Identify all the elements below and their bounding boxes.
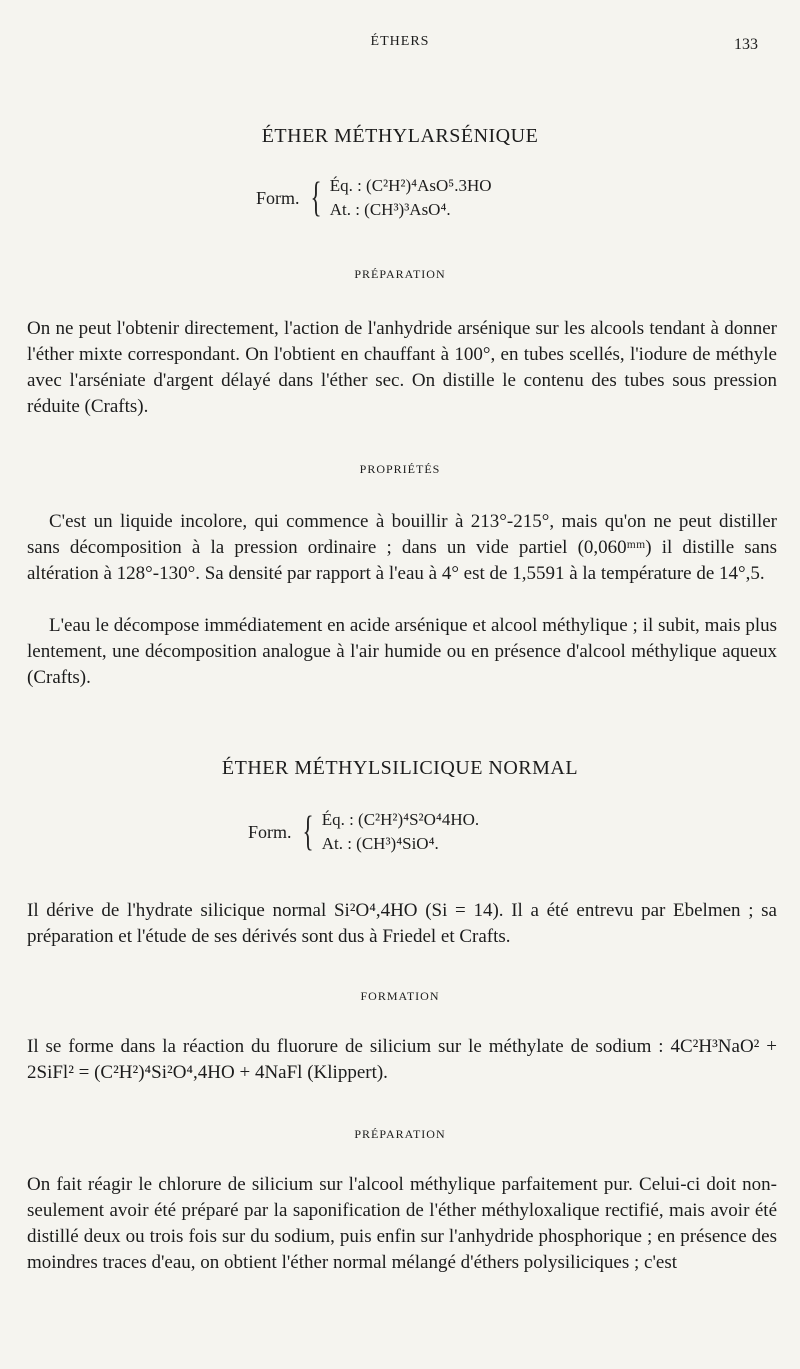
paragraph: L'eau le décompose immédiatement en acide arsénique et alcool méthylique ; il subit, mais plus lentement, une décomposition analogue à l'air humide ou en présence d'alcool méthylique aqueux (Crafts). <box>27 615 777 688</box>
running-header: ÉTHERS <box>370 34 430 49</box>
section-heading-formation: FORMATION <box>360 989 440 1003</box>
formula-block-methylsilicique <box>248 808 479 856</box>
paragraph: Il se forme dans la réaction du fluorure de silicium sur le méthylate de sodium : 4C²H³NaO² + 2SiFl² = (C²H²)⁴Si²O⁴,4HO + 4NaFl (Klippert). <box>27 1036 777 1083</box>
formula-at: At. : (CH³)⁴SiO⁴. <box>321 834 439 853</box>
paragraph: C'est un liquide incolore, qui commence à bouillir à 213°-215°, mais qu'on ne peut distiller sans décomposition à la pression ordinaire ; dans un vide partiel (0,060ᵐᵐ) il distille sans altération à 128°-130°. Sa densité par rapport à l'eau à 4° est de 1,5591 à la température de 14°,5. <box>27 511 777 584</box>
article-title-methylarsenique: ÉTHER MÉTHYLARSÉNIQUE <box>261 125 539 147</box>
section-heading-proprietes: PROPRIÉTÉS <box>359 462 441 476</box>
paragraph: On fait réagir le chlorure de silicium sur l'alcool méthylique parfaitement pur. Celui-ci doit non-seulement avoir été préparé par la saponification de l'éther méthyloxalique rectifié, mais avoir été distillé deux ou trois fois sur du sodium, puis enfin sur l'anhydride phosphorique ; en présence des moindres traces d'eau, on obtient l'éther normal mélangé d'éthers polysiliciques ; c'est <box>27 1174 777 1273</box>
paragraph-intro: Il dérive de l'hydrate silicique normal Si²O⁴,4HO (Si = 14). Il a été entrevu par Ebelmen ; sa préparation et l'étude de ses dérivés sont dus à Friedel et Crafts. <box>27 900 777 947</box>
formula-block-methylarsenique <box>256 174 492 222</box>
formula-eq: Éq. : (C²H²)⁴S²O⁴4HO. <box>321 810 480 829</box>
formula-label: Form. <box>248 821 292 842</box>
formula-eq: Éq. : (C²H²)⁴AsO⁵.3HO <box>329 176 492 195</box>
paragraph: On ne peut l'obtenir directement, l'action de l'anhydride arsénique sur les alcools tendant à donner l'éther mixte correspondant. On l'obtient en chauffant à 100°, en tubes scellés, l'iodure de méthyle avec l'arséniate d'argent délayé dans l'éther sec. On distille le contenu des tubes sous pression réduite (Crafts). <box>27 318 777 417</box>
brace-icon: { <box>310 175 322 221</box>
page-number: 133 <box>734 36 758 53</box>
article-title-methylsilicique: ÉTHER MÉTHYLSILICIQUE NORMAL <box>221 757 579 779</box>
brace-icon: { <box>302 809 314 855</box>
formula-label: Form. <box>256 187 300 208</box>
formula-at: At. : (CH³)³AsO⁴. <box>329 200 451 219</box>
section-heading-preparation: PRÉPARATION <box>354 267 446 281</box>
section-heading-preparation-2: PRÉPARATION <box>354 1127 446 1141</box>
